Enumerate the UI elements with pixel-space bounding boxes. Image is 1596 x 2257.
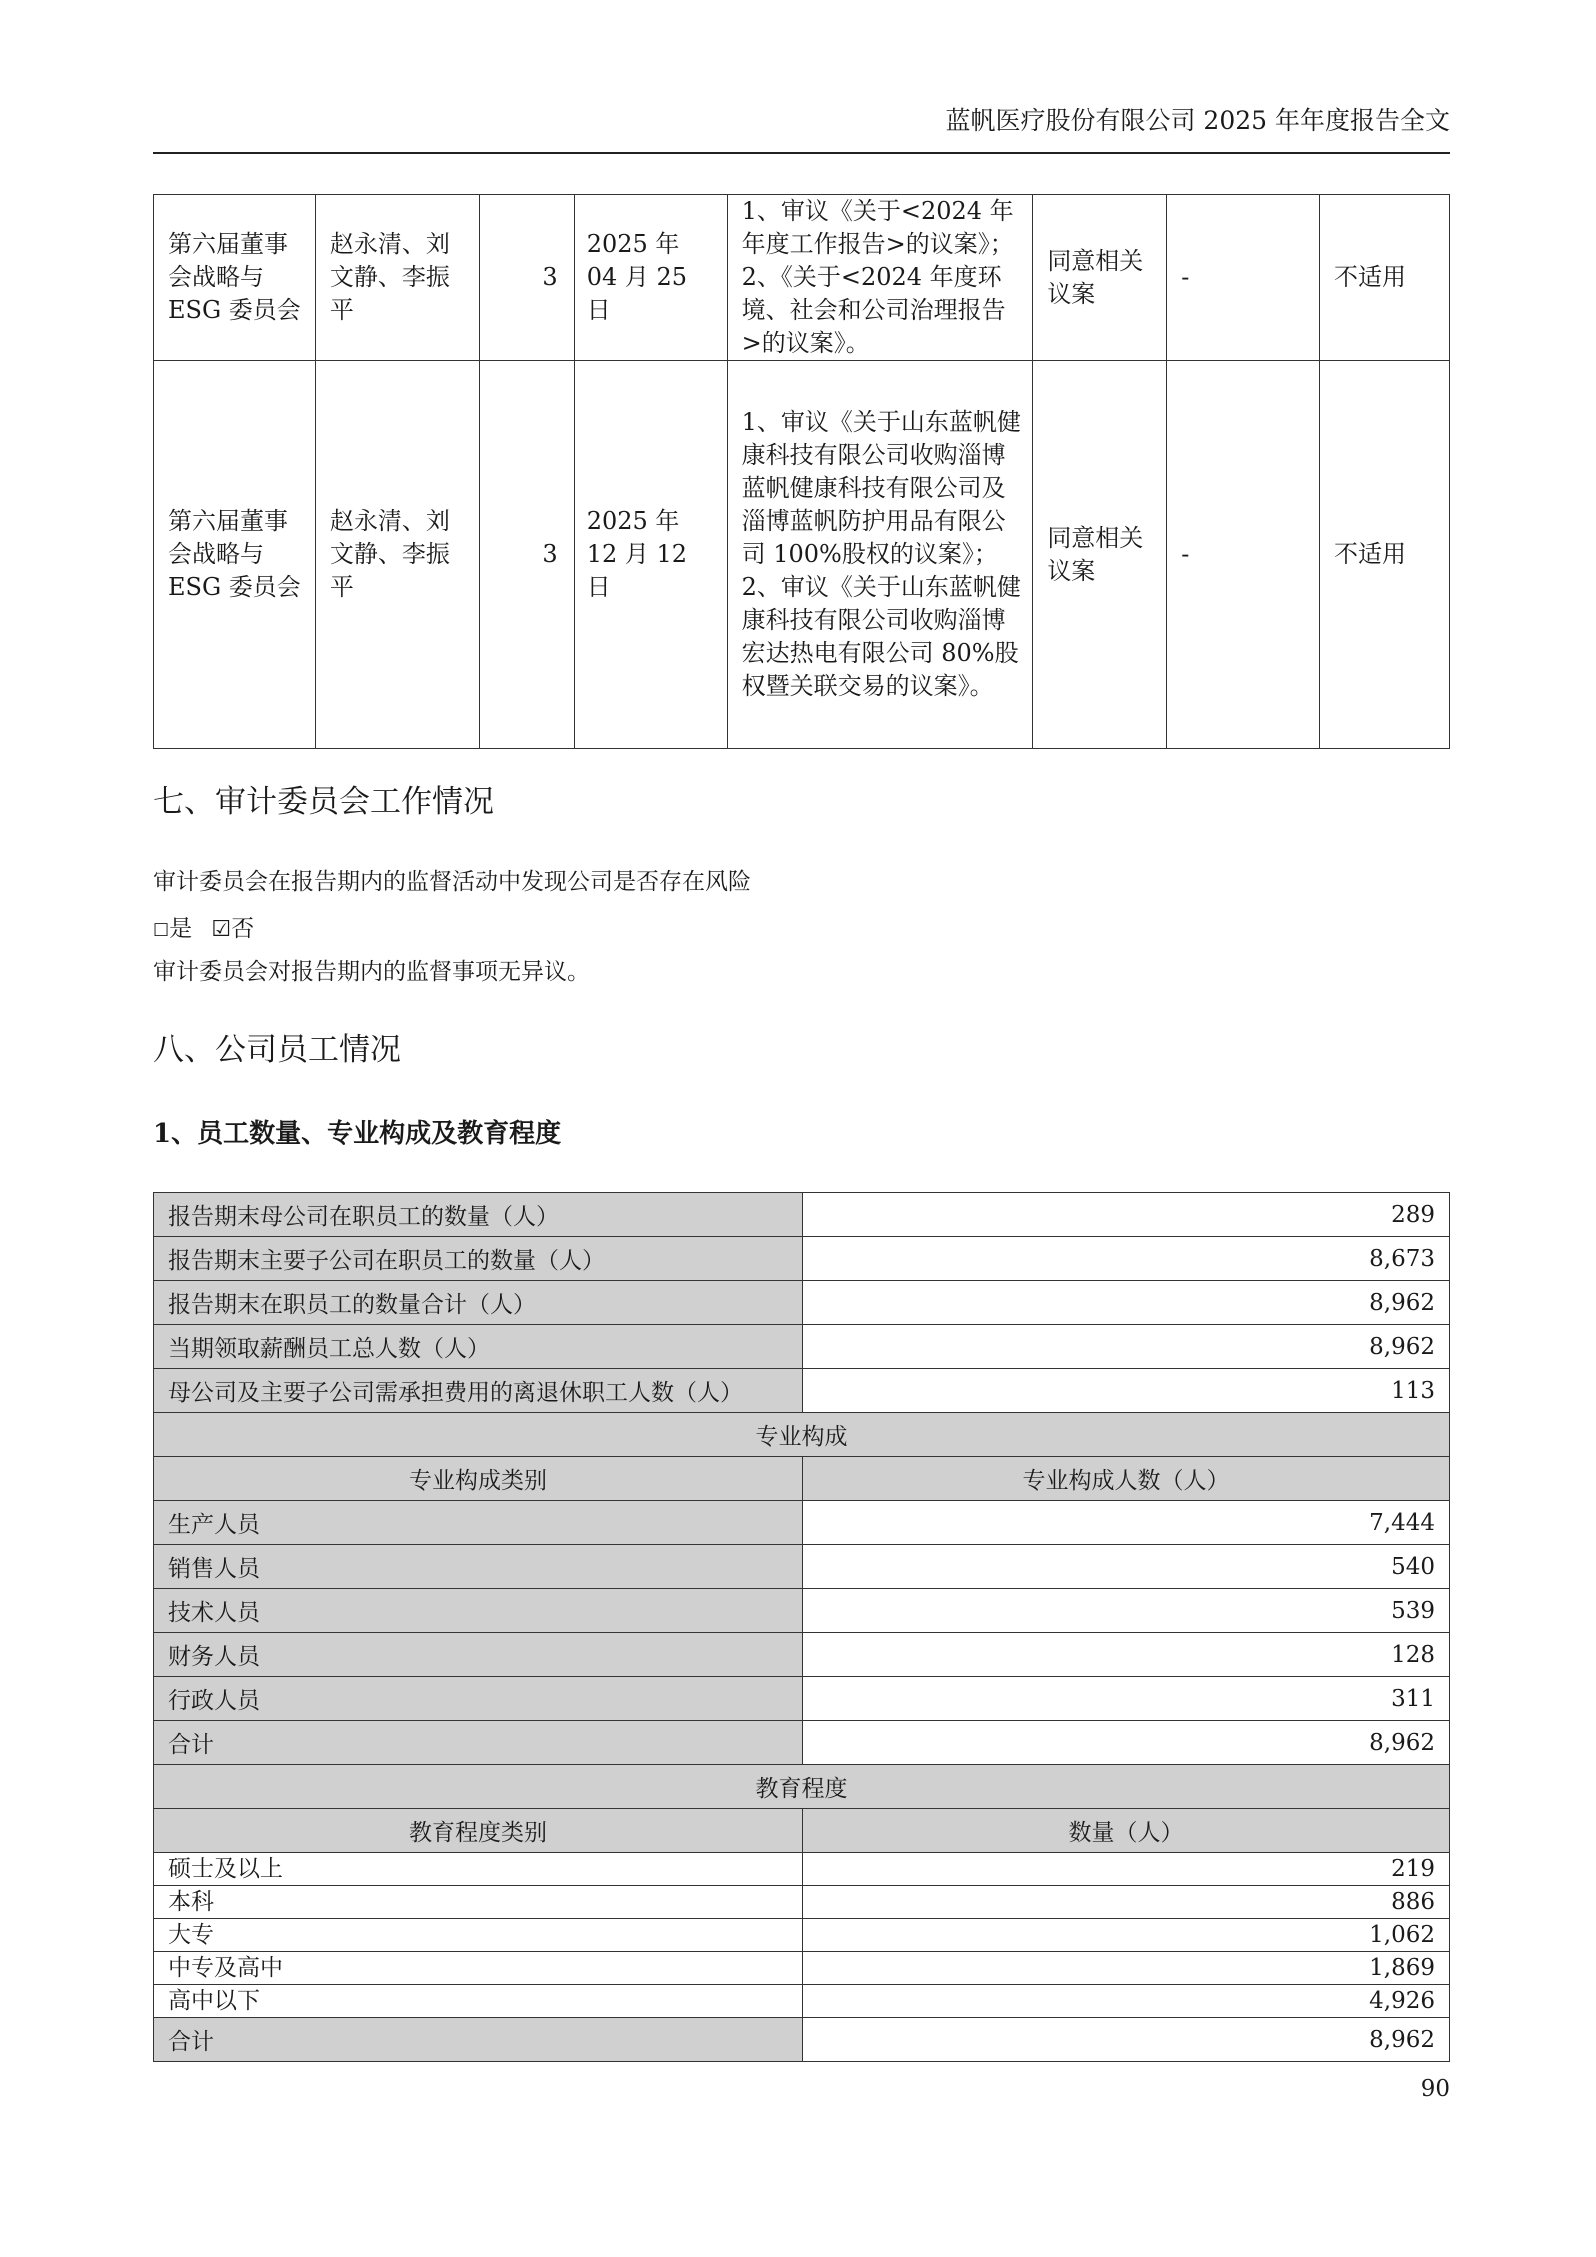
column-header-row bbox=[154, 1457, 1450, 1501]
matter-item: 1、审议《关于山东蓝帆健康科技有限公司收购淄博蓝帆健康科技有限公司及淄博蓝帆防护用品有限公司 100%股权的议案》； bbox=[741, 408, 1021, 568]
column-header-row bbox=[154, 1809, 1450, 1853]
meeting-opinion: 同意相关议案 bbox=[1033, 361, 1167, 749]
row-label: 技术人员 bbox=[154, 1589, 803, 1633]
table-row bbox=[154, 1633, 1450, 1677]
column-header: 教育程度类别 bbox=[154, 1809, 803, 1853]
professional-section-title: 专业构成 bbox=[154, 1413, 1450, 1457]
meeting-objection: 不适用 bbox=[1320, 361, 1450, 749]
section-header-row bbox=[154, 1413, 1450, 1457]
column-header: 专业构成人数（人） bbox=[803, 1457, 1450, 1501]
education-section-title: 教育程度 bbox=[154, 1765, 1450, 1809]
row-label: 本科 bbox=[154, 1886, 803, 1919]
row-label: 硕士及以上 bbox=[154, 1853, 803, 1886]
table-row bbox=[154, 1985, 1450, 2018]
row-label: 当期领取薪酬员工总人数（人） bbox=[154, 1325, 803, 1369]
committee-members: 赵永清、刘文静、李振平 bbox=[315, 361, 479, 749]
table-row bbox=[154, 1952, 1450, 1985]
employee-table bbox=[153, 1192, 1450, 2062]
row-value: 128 bbox=[803, 1633, 1450, 1677]
section-header-row bbox=[154, 1765, 1450, 1809]
table-row bbox=[154, 1853, 1450, 1886]
row-label: 生产人员 bbox=[154, 1501, 803, 1545]
matter-item: 2、审议《关于山东蓝帆健康科技有限公司收购淄博宏达热电有限公司 80%股权暨关联交易的议案》。 bbox=[741, 573, 1021, 700]
unchecked-box-icon: □ bbox=[153, 919, 170, 939]
table-row bbox=[154, 1501, 1450, 1545]
row-label: 合计 bbox=[154, 1721, 803, 1765]
table-row bbox=[154, 1886, 1450, 1919]
row-value: 8,962 bbox=[803, 1325, 1450, 1369]
table-row bbox=[154, 1237, 1450, 1281]
row-label: 财务人员 bbox=[154, 1633, 803, 1677]
committee-members: 赵永清、刘文静、李振平 bbox=[315, 195, 479, 361]
matter-item: 1、审议《关于<2024 年年度工作报告>的议案》； bbox=[741, 197, 1014, 258]
row-value: 8,962 bbox=[803, 1281, 1450, 1325]
row-label: 大专 bbox=[154, 1919, 803, 1952]
checked-box-icon: ☑ bbox=[211, 917, 232, 942]
table-row bbox=[154, 1369, 1450, 1413]
row-label: 合计 bbox=[154, 2018, 803, 2062]
row-value: 539 bbox=[803, 1589, 1450, 1633]
row-value: 7,444 bbox=[803, 1501, 1450, 1545]
report-header-title: 蓝帆医疗股份有限公司 2025 年年度报告全文 bbox=[945, 106, 1450, 135]
meeting-row bbox=[154, 195, 1450, 361]
section-8-subtitle: 1、员工数量、专业构成及教育程度 bbox=[153, 1119, 562, 1149]
row-value: 311 bbox=[803, 1677, 1450, 1721]
matter-item: 2、《关于<2024 年度环境、社会和公司治理报告>的议案》。 bbox=[741, 263, 1006, 357]
meeting-date: 2025 年 12 月 12 日 bbox=[574, 361, 727, 749]
meeting-matters bbox=[727, 361, 1033, 749]
row-label: 报告期末主要子公司在职员工的数量（人） bbox=[154, 1237, 803, 1281]
meeting-date: 2025 年 04 月 25 日 bbox=[574, 195, 727, 361]
section-8-title: 八、公司员工情况 bbox=[153, 1032, 401, 1068]
meeting-count: 3 bbox=[479, 195, 574, 361]
meeting-row bbox=[154, 361, 1450, 749]
row-label: 报告期末在职员工的数量合计（人） bbox=[154, 1281, 803, 1325]
table-row bbox=[154, 1589, 1450, 1633]
committee-meetings-table bbox=[153, 194, 1450, 749]
row-value: 4,926 bbox=[803, 1985, 1450, 2018]
row-value: 8,962 bbox=[803, 2018, 1450, 2062]
meeting-other-duties: - bbox=[1167, 361, 1320, 749]
table-row bbox=[154, 1281, 1450, 1325]
meeting-count: 3 bbox=[479, 361, 574, 749]
table-row bbox=[154, 1545, 1450, 1589]
meeting-objection: 不适用 bbox=[1320, 195, 1450, 361]
audit-conclusion: 审计委员会对报告期内的监督事项无异议。 bbox=[153, 959, 590, 985]
page-number: 90 bbox=[1420, 2076, 1450, 2102]
row-label: 行政人员 bbox=[154, 1677, 803, 1721]
committee-name: 第六届董事会战略与ESG 委员会 bbox=[154, 195, 316, 361]
row-value: 289 bbox=[803, 1193, 1450, 1237]
column-header: 专业构成类别 bbox=[154, 1457, 803, 1501]
option-yes-label: 是 bbox=[169, 916, 193, 942]
row-value: 1,869 bbox=[803, 1952, 1450, 1985]
meeting-opinion: 同意相关议案 bbox=[1033, 195, 1167, 361]
row-value: 1,062 bbox=[803, 1919, 1450, 1952]
audit-risk-options bbox=[153, 918, 254, 941]
table-row bbox=[154, 1721, 1450, 1765]
row-label: 母公司及主要子公司需承担费用的离退休职工人数（人） bbox=[154, 1369, 803, 1413]
row-value: 219 bbox=[803, 1853, 1450, 1886]
row-value: 8,962 bbox=[803, 1721, 1450, 1765]
row-value: 8,673 bbox=[803, 1237, 1450, 1281]
option-no-label: 否 bbox=[231, 916, 255, 942]
row-label: 高中以下 bbox=[154, 1985, 803, 2018]
table-row bbox=[154, 1193, 1450, 1237]
meeting-matters bbox=[727, 195, 1033, 361]
table-row bbox=[154, 2018, 1450, 2062]
header-divider bbox=[153, 152, 1450, 154]
row-value: 113 bbox=[803, 1369, 1450, 1413]
meeting-other-duties: - bbox=[1167, 195, 1320, 361]
row-value: 540 bbox=[803, 1545, 1450, 1589]
audit-risk-question: 审计委员会在报告期内的监督活动中发现公司是否存在风险 bbox=[153, 869, 751, 895]
table-row bbox=[154, 1325, 1450, 1369]
section-7-title: 七、审计委员会工作情况 bbox=[153, 784, 494, 820]
table-row bbox=[154, 1677, 1450, 1721]
row-label: 销售人员 bbox=[154, 1545, 803, 1589]
row-label: 报告期末母公司在职员工的数量（人） bbox=[154, 1193, 803, 1237]
table-row bbox=[154, 1919, 1450, 1952]
committee-name: 第六届董事会战略与ESG 委员会 bbox=[154, 361, 316, 749]
column-header: 数量（人） bbox=[803, 1809, 1450, 1853]
row-value: 886 bbox=[803, 1886, 1450, 1919]
row-label: 中专及高中 bbox=[154, 1952, 803, 1985]
